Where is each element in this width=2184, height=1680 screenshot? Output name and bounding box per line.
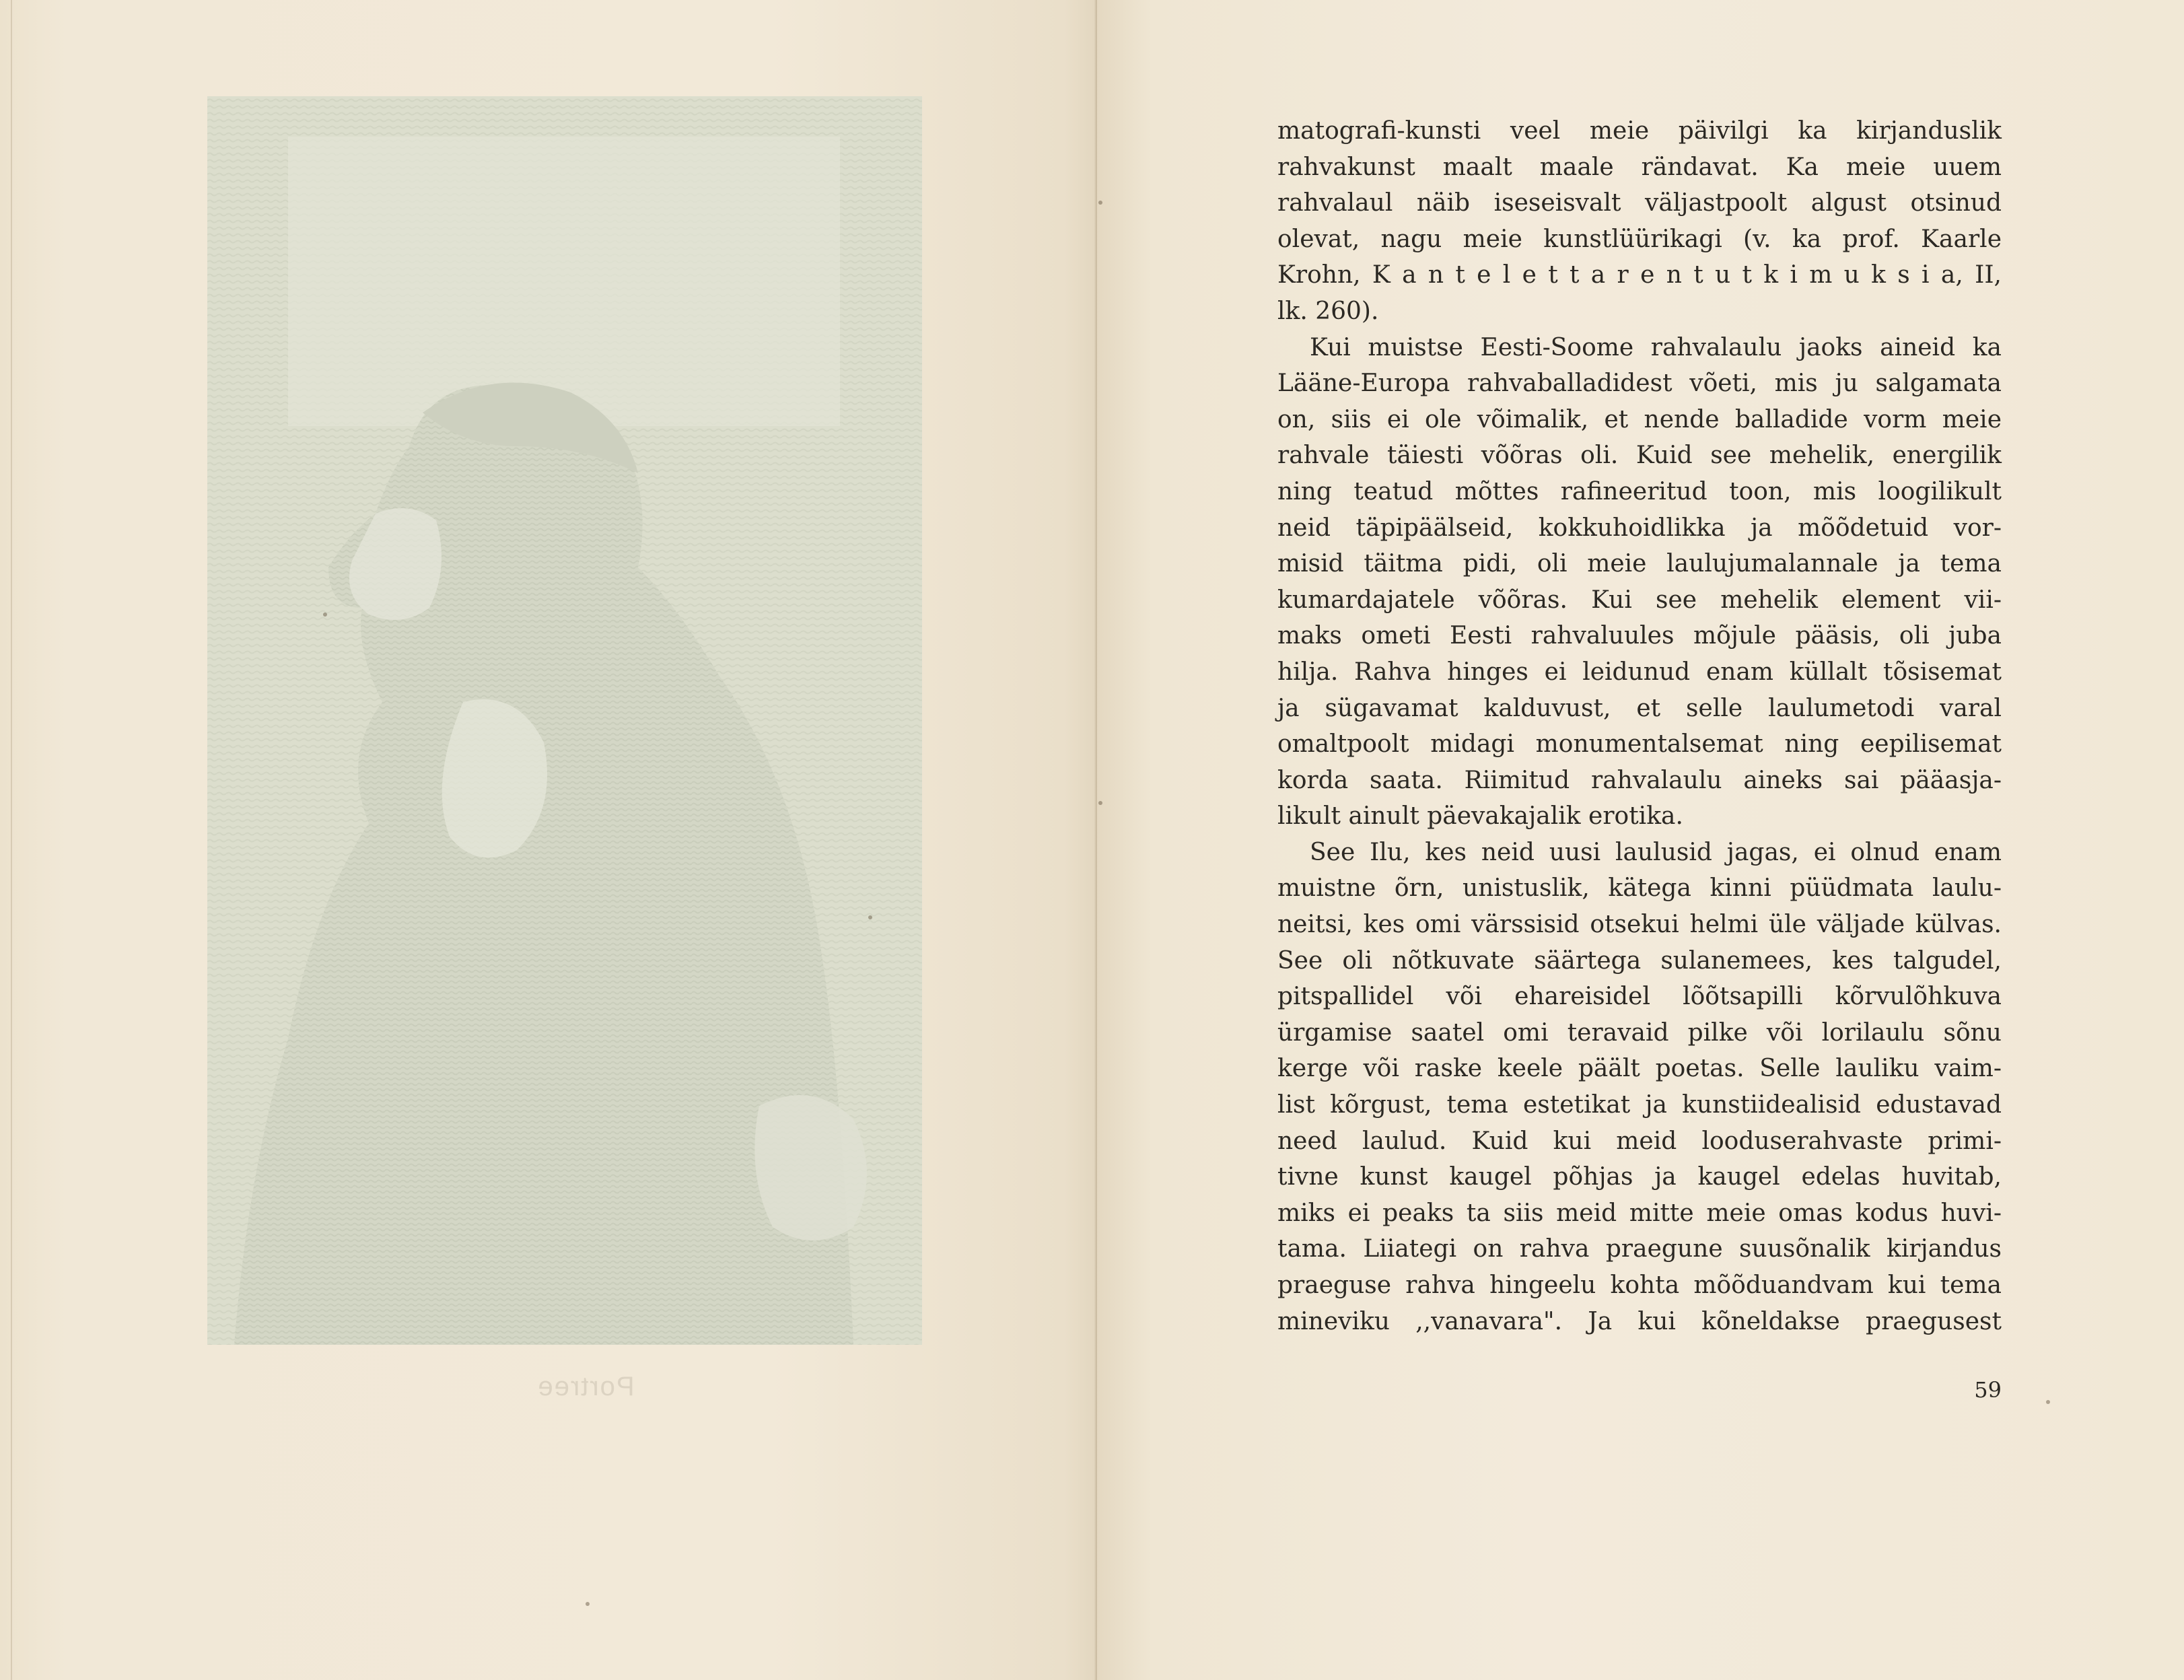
text-line: See Ilu, kes neid uusi laulusid jagas, ei olnud enam: [1310, 838, 2002, 866]
text-line: on, siis ei ole võimalik, et nende balladide vorm meie: [1277, 405, 2002, 433]
mirrored-caption-bleedthrough: Portree: [536, 1372, 635, 1401]
text-line: tivne kunst kaugel põhjas ja kaugel edelas huvitab,: [1277, 1163, 2002, 1191]
text-line: korda saata. Riimitud rahvalaulu aineks sai pääasja-: [1277, 766, 2002, 794]
text-line: Lääne-Europa rahvaballadidest võeti, mis ju salgamata: [1277, 370, 2002, 398]
portrait-engraving: [207, 96, 922, 1345]
text-line: neitsi, kes omi värssisid otsekui helmi üle väljade külvas.: [1277, 911, 2002, 939]
body-text: [1277, 113, 2002, 1339]
text-line: mineviku ,,vanavara". Ja kui kõneldakse praegusest: [1277, 1307, 2002, 1335]
page-number: 59: [1974, 1377, 2002, 1403]
portrait-illustration: [207, 96, 922, 1345]
text-line: hilja. Rahva hinges ei leidunud enam küllalt tõsisemat: [1277, 658, 2002, 686]
paper-speck: [2046, 1400, 2050, 1404]
text-line: matografi-kunsti veel meie päivilgi ka kirjanduslik: [1277, 117, 2002, 145]
text-line: Krohn, K a n t e l e t t a r e n t u t k i m u k s i a, II,: [1277, 261, 2002, 289]
paper-speck: [586, 1602, 590, 1606]
text-line: neid täpipäälseid, kokkuhoidlikka ja mõõdetuid vor-: [1277, 514, 2002, 542]
text-line: tama. Liiategi on rahva praegune suusõnalik kirjandus: [1277, 1235, 2002, 1263]
text-line: omaltpoolt midagi monumentalsemat ning eepilisemat: [1277, 730, 2002, 759]
paper-speck: [1098, 201, 1102, 205]
text-line: ürgamise saatel omi teravaid pilke või lorilaulu sõnu: [1277, 1018, 2002, 1047]
text-line: kerge või raske keele päält poetas. Selle lauliku vaim-: [1277, 1055, 2002, 1083]
text-line: misid täitma pidi, oli meie laulujumalannale ja tema: [1277, 550, 2002, 578]
text-line: lk. 260).: [1277, 297, 1379, 325]
paper-speck: [323, 612, 327, 617]
text-line: See oli nõtkuvate säärtega sulanemees, kes talgudel,: [1277, 946, 2002, 975]
paper-speck: [868, 915, 872, 919]
text-line: pitspallidel või ehareisidel lõõtsapilli kõrvulõhkuva: [1277, 983, 2002, 1011]
text-line: list kõrgust, tema estetikat ja kunstiidealisid edustavad: [1277, 1091, 2002, 1119]
page-edge: [11, 0, 12, 1680]
text-line: ning teatud mõttes rafineeritud toon, mis loogilikult: [1277, 477, 2002, 505]
text-line: Kui muistse Eesti-Soome rahvalaulu jaoks aineid ka: [1310, 333, 2002, 361]
text-line: olevat, nagu meie kunstlüürikagi (v. ka prof. Kaarle: [1277, 225, 2002, 253]
text-line: likult ainult päevakajalik erotika.: [1277, 802, 1683, 831]
text-line: rahvalaul näib iseseisvalt väljastpoolt algust otsinud: [1277, 189, 2002, 217]
text-line: rahvakunst maalt maale rändavat. Ka meie uuem: [1277, 153, 2002, 181]
text-line: rahvale täiesti võõras oli. Kuid see mehelik, energilik: [1277, 442, 2002, 470]
paper-speck: [1098, 801, 1102, 805]
text-line: ja sügavamat kalduvust, et selle laulumetodi varal: [1277, 694, 2002, 722]
text-line: kumardajatele võõras. Kui see mehelik element vii-: [1277, 586, 2002, 614]
text-line: miks ei peaks ta siis meid mitte meie omas kodus huvi-: [1277, 1199, 2002, 1227]
text-line: praeguse rahva hingeelu kohta mõõduandvam kui tema: [1277, 1271, 2002, 1299]
text-line: muistne õrn, unistuslik, kätega kinni püüdmata laulu-: [1277, 874, 2002, 903]
text-line: maks ometi Eesti rahvaluules mõjule pääsis, oli juba: [1277, 622, 2002, 650]
text-line: need laulud. Kuid kui meid looduserahvaste primi-: [1277, 1127, 2002, 1155]
